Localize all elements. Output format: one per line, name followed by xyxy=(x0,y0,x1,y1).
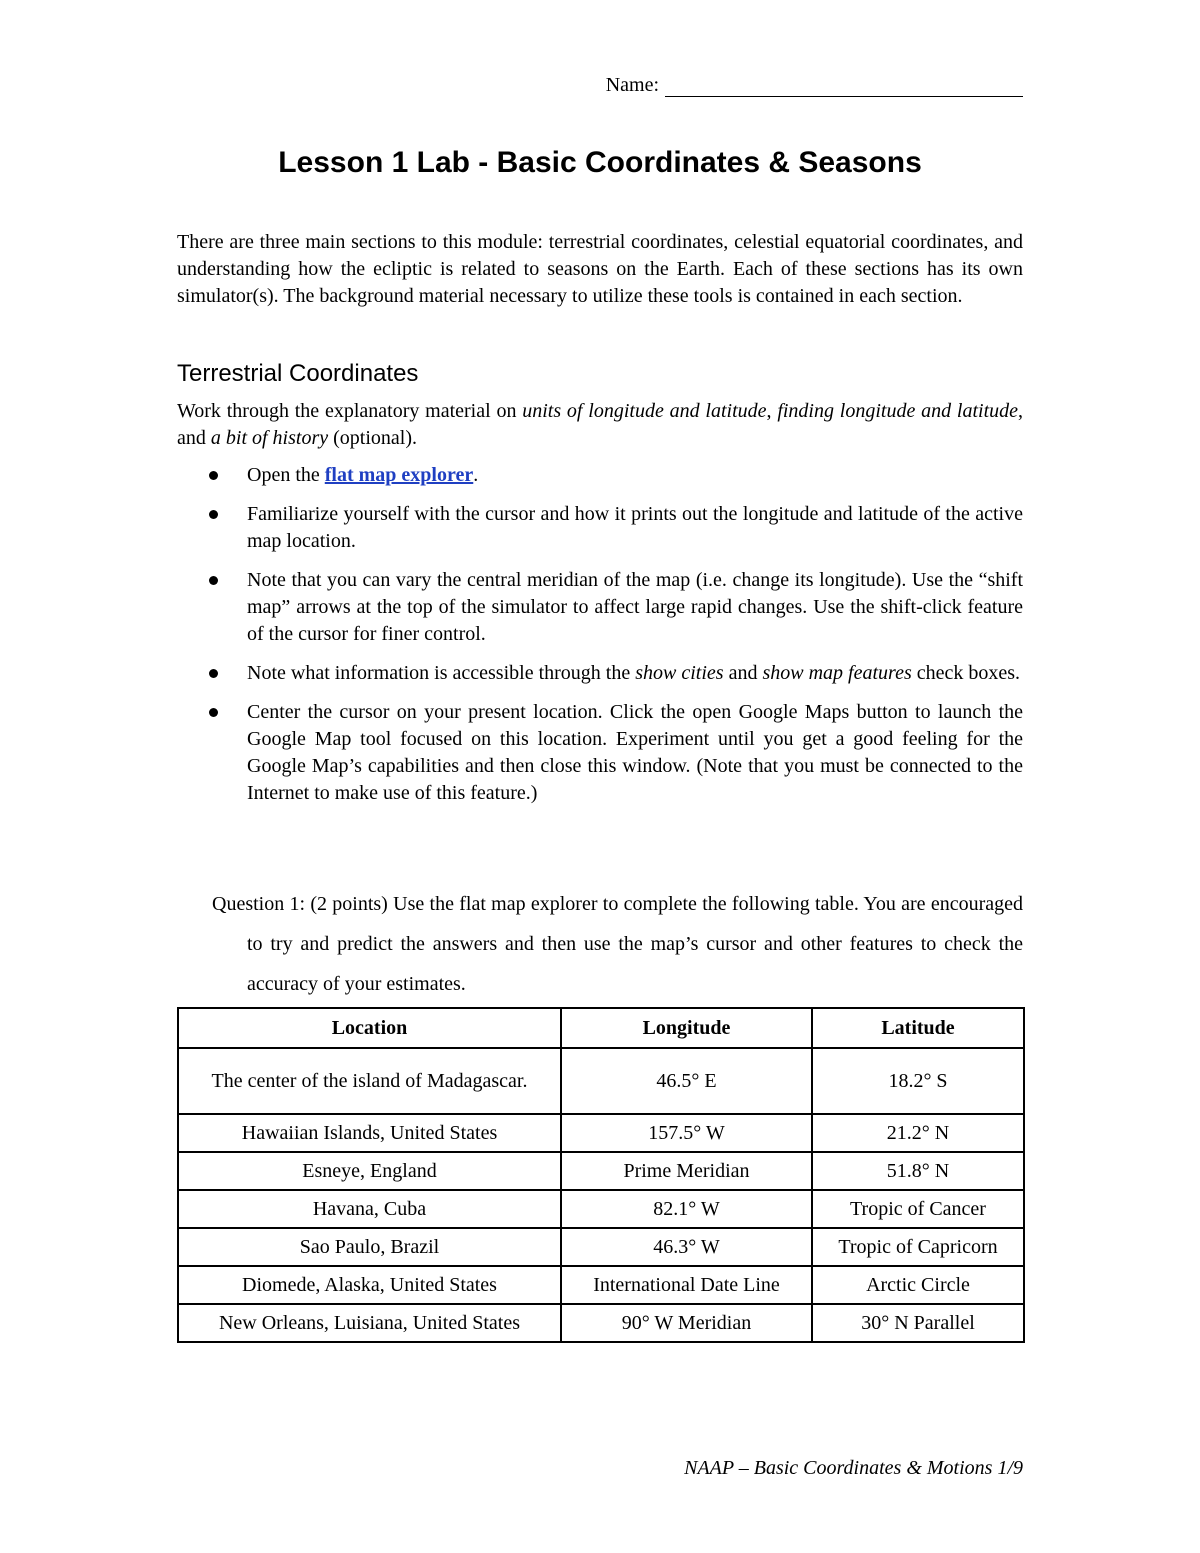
longitude-cell[interactable]: Prime Meridian xyxy=(561,1152,812,1190)
list-item xyxy=(177,501,1023,555)
table-row xyxy=(178,1190,1024,1228)
table-row xyxy=(178,1228,1024,1266)
list-item-text: check boxes. xyxy=(911,662,1021,684)
section-intro-emphasis: units of longitude and latitude xyxy=(522,400,767,422)
instruction-list xyxy=(177,462,1023,819)
section-intro xyxy=(177,398,1023,452)
location-cell: Havana, Cuba xyxy=(178,1190,561,1228)
latitude-cell[interactable]: Tropic of Cancer xyxy=(812,1190,1024,1228)
table-row xyxy=(178,1048,1024,1114)
coordinates-table xyxy=(177,1007,1025,1343)
column-header-location: Location xyxy=(178,1008,561,1048)
table-row xyxy=(178,1152,1024,1190)
name-label: Name: xyxy=(605,74,659,96)
list-item-text: Center the cursor on your present location. Click the open Google Maps button to launch the Google Map tool focused on this location. Experiment until you get a good feeling for the Google Map’s capabilities and then close this window. (Note that you must be connected to the Internet to make use of this feature.) xyxy=(247,701,1023,804)
section-intro-text: , and xyxy=(177,400,1023,449)
list-item xyxy=(177,699,1023,807)
latitude-cell[interactable]: 51.8° N xyxy=(812,1152,1024,1190)
table-header-row xyxy=(178,1008,1024,1048)
location-cell: Diomede, Alaska, United States xyxy=(178,1266,561,1304)
latitude-cell[interactable]: Tropic of Capricorn xyxy=(812,1228,1024,1266)
flat-map-explorer-link[interactable]: flat map explorer xyxy=(324,464,474,486)
longitude-cell[interactable]: 157.5° W xyxy=(561,1114,812,1152)
list-item-text: and xyxy=(723,662,763,684)
list-item-emphasis: show map features xyxy=(762,662,912,684)
list-item xyxy=(177,462,1023,489)
list-item-text: Open the xyxy=(247,464,325,486)
page-footer: NAAP – Basic Coordinates & Motions 1/9 xyxy=(684,1457,1023,1479)
list-item xyxy=(177,567,1023,648)
list-item-text: . xyxy=(473,464,479,486)
bullet-icon xyxy=(209,510,218,519)
location-cell: Hawaiian Islands, United States xyxy=(178,1114,561,1152)
question-1: Question 1: (2 points) Use the flat map explorer to complete the following table. You are encouraged to try and predict the answers and then use the map’s cursor and other features to check the accuracy of your estimates. xyxy=(212,893,1023,995)
section-intro-text: (optional). xyxy=(328,427,417,449)
longitude-cell[interactable]: 90° W Meridian xyxy=(561,1304,812,1342)
list-item-text: Familiarize yourself with the cursor and how it prints out the longitude and latitude of the active map location. xyxy=(247,503,1023,552)
latitude-cell[interactable]: 18.2° S xyxy=(812,1048,1024,1114)
intro-paragraph: There are three main sections to this module: terrestrial coordinates, celestial equatorial coordinates, and understanding how the ecliptic is related to seasons on the Earth. Each of these sections has its own simulator(s). The background material necessary to utilize these tools is contained in each section. xyxy=(177,231,1023,307)
section-intro-emphasis: a bit of history xyxy=(210,427,329,449)
location-cell: Sao Paulo, Brazil xyxy=(178,1228,561,1266)
bullet-icon xyxy=(209,669,218,678)
section-intro-text: Work through the explanatory material on xyxy=(177,400,523,422)
list-item-text: Note that you can vary the central meridian of the map (i.e. change its longitude). Use the “shift map” arrows at the top of the simulator to affect large rapid changes. Use the shift-click feature of the cursor for finer control. xyxy=(247,569,1023,645)
section-heading: Terrestrial Coordinates xyxy=(177,360,419,387)
longitude-cell[interactable]: International Date Line xyxy=(561,1266,812,1304)
location-cell: Esneye, England xyxy=(178,1152,561,1190)
latitude-cell[interactable]: Arctic Circle xyxy=(812,1266,1024,1304)
list-item-emphasis: show cities xyxy=(635,662,724,684)
latitude-cell[interactable]: 21.2° N xyxy=(812,1114,1024,1152)
column-header-latitude: Latitude xyxy=(812,1008,1024,1048)
table-row xyxy=(178,1266,1024,1304)
longitude-cell[interactable]: 82.1° W xyxy=(561,1190,812,1228)
list-item-text: Note what information is accessible through the xyxy=(247,662,636,684)
bullet-icon xyxy=(209,708,218,717)
section-intro-text: , xyxy=(766,400,778,422)
document-page xyxy=(177,0,1023,1553)
name-blank-line[interactable] xyxy=(665,76,1023,97)
list-item xyxy=(177,660,1023,687)
longitude-cell[interactable]: 46.5° E xyxy=(561,1048,812,1114)
latitude-cell[interactable]: 30° N Parallel xyxy=(812,1304,1024,1342)
section-intro-emphasis: finding longitude and latitude xyxy=(777,400,1018,422)
table-row xyxy=(178,1304,1024,1342)
bullet-icon xyxy=(209,576,218,585)
bullet-icon xyxy=(209,471,218,480)
page-title: Lesson 1 Lab - Basic Coordinates & Seasons xyxy=(278,146,922,179)
longitude-cell[interactable]: 46.3° W xyxy=(561,1228,812,1266)
location-cell: New Orleans, Luisiana, United States xyxy=(178,1304,561,1342)
name-field xyxy=(606,74,1023,97)
table-row xyxy=(178,1114,1024,1152)
location-cell: The center of the island of Madagascar. xyxy=(178,1048,561,1114)
column-header-longitude: Longitude xyxy=(561,1008,812,1048)
